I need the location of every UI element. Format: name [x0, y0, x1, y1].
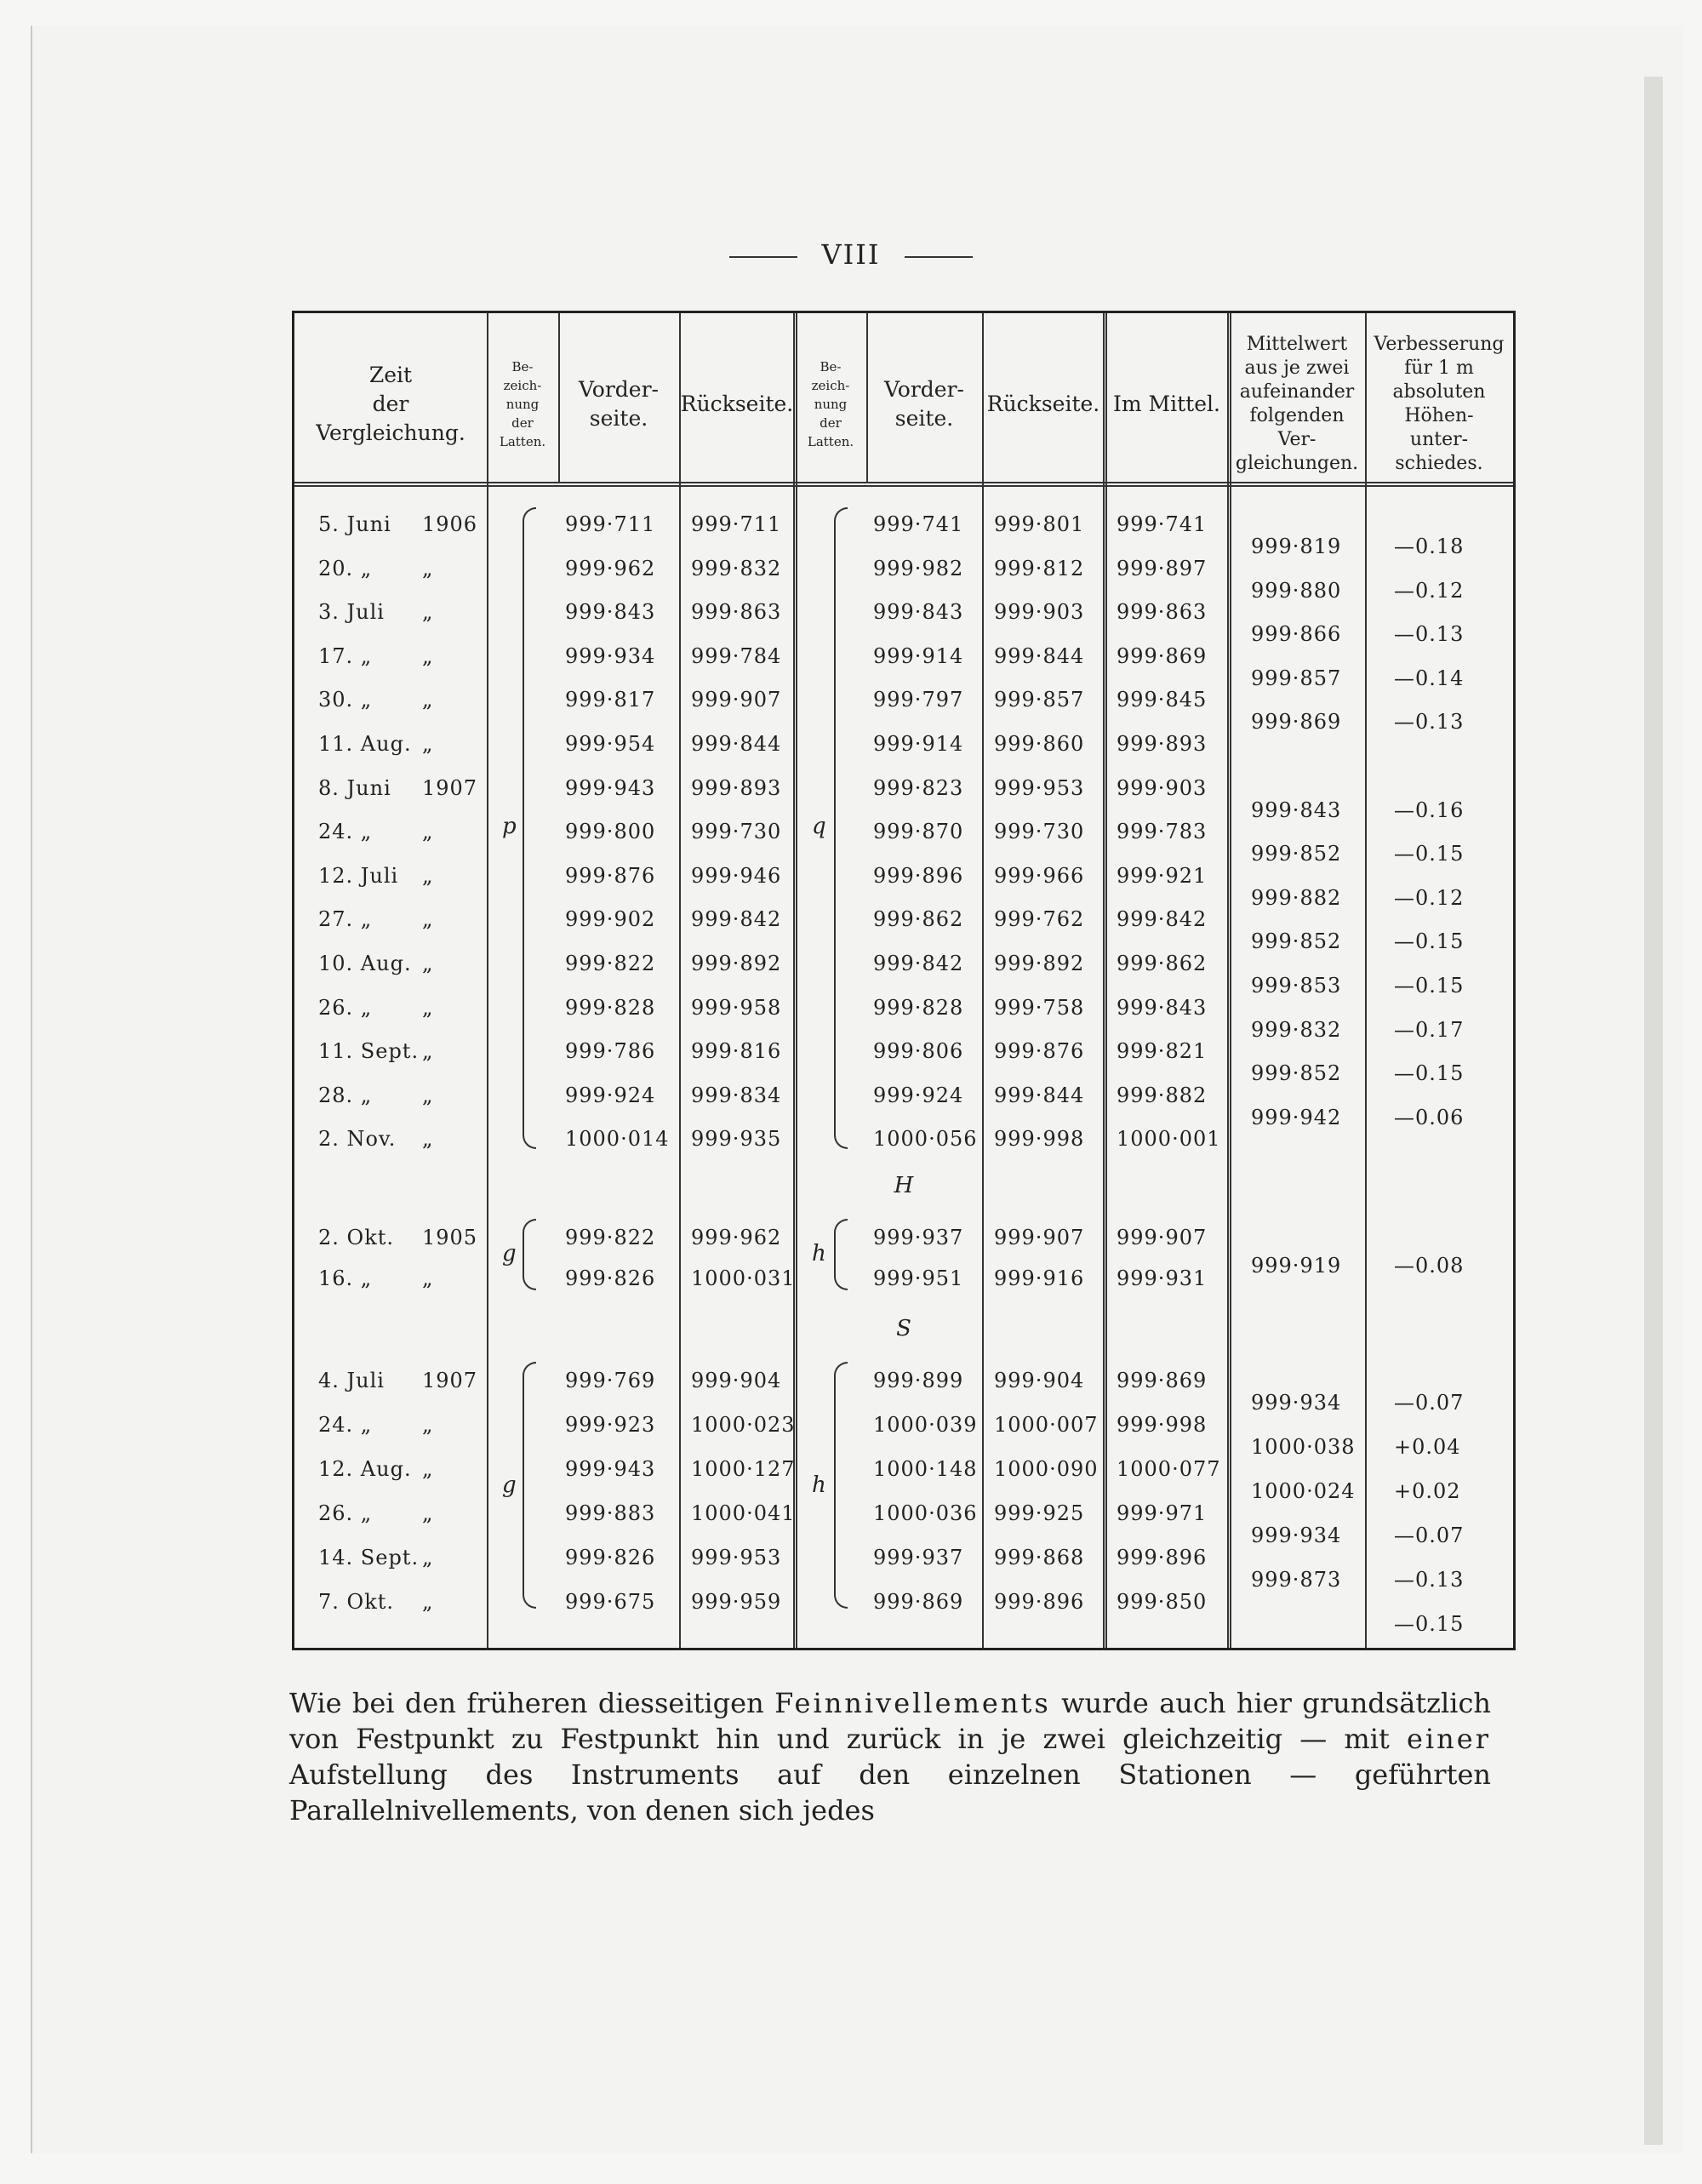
mittelwert-value: 999·873 — [1251, 1568, 1342, 1592]
cell-rr: 999·876 — [994, 1039, 1085, 1064]
cell-rv: 999·982 — [873, 556, 964, 580]
cell-day: 4. Juli — [318, 1369, 385, 1392]
mittelwert-value: 999·843 — [1251, 798, 1342, 822]
cell-rr: 999·896 — [994, 1590, 1085, 1614]
header-vorderseite-left — [558, 323, 679, 485]
header-rule-left — [729, 256, 797, 258]
header-line: Vorder- — [579, 377, 659, 402]
cell-rv: 999·937 — [873, 1226, 964, 1249]
header-line: nung — [814, 397, 848, 412]
header-im-mittel: Im Mittel. — [1113, 392, 1220, 416]
brace-left-section2 — [523, 1219, 536, 1290]
cell-rm: 999·842 — [1117, 907, 1208, 932]
cell-day: 12. Juli — [318, 863, 399, 888]
cell-rm: 999·869 — [1117, 643, 1208, 668]
header-line: der — [511, 415, 534, 431]
cell-rr: 999·812 — [994, 556, 1085, 580]
verbesserung-value: —0.13 — [1394, 622, 1465, 647]
cell-year: „ — [422, 1413, 434, 1437]
latte-label-h-s: h — [812, 1472, 826, 1498]
cell-rm: 999·821 — [1117, 1039, 1208, 1064]
verbesserung-value: —0.13 — [1394, 1568, 1465, 1592]
cell-rv: 1000·056 — [873, 1127, 978, 1152]
rule-col7 — [1103, 313, 1107, 1648]
cell-rr: 999·762 — [994, 907, 1085, 932]
cell-rm: 999·907 — [1117, 1226, 1208, 1249]
mittelwert-value: 999·853 — [1251, 974, 1342, 998]
cell-lr: 999·907 — [691, 688, 782, 712]
verbesserung-value: —0.13 — [1394, 710, 1465, 735]
section-label-h: H — [894, 1173, 914, 1198]
verbesserung-value: —0.07 — [1394, 1391, 1465, 1415]
header-line: seite. — [589, 406, 648, 431]
cell-lr: 999·711 — [691, 512, 782, 536]
cell-lr: 999·730 — [691, 820, 782, 844]
rule-col5 — [866, 313, 868, 482]
header-line: Vorder- — [884, 377, 964, 402]
latte-label-g-s: g — [502, 1472, 517, 1498]
cell-rv: 999·924 — [873, 1083, 964, 1107]
cell-rr: 999·730 — [994, 820, 1085, 844]
mittelwert-value: 999·869 — [1251, 710, 1342, 735]
verbesserung-value: —0.15 — [1394, 842, 1465, 866]
verbesserung-value: —0.18 — [1394, 535, 1465, 558]
cell-lv: 999·962 — [565, 556, 656, 580]
cell-lr: 999·832 — [691, 556, 782, 580]
header-rueckseite-right: Rückseite. — [986, 392, 1100, 416]
cell-rm: 999·862 — [1117, 952, 1208, 975]
header-line: folgenden — [1249, 405, 1345, 426]
cell-day: 16. „ — [318, 1266, 373, 1290]
cell-day: 14. Sept. — [318, 1546, 420, 1569]
cell-year: „ — [422, 732, 434, 756]
rule-col1 — [487, 313, 488, 1648]
mittelwert-value: 999·880 — [1251, 578, 1342, 603]
cell-day: 5. Juni — [318, 512, 391, 536]
cell-lv: 999·822 — [565, 1226, 656, 1249]
rule-col3 — [679, 313, 681, 1648]
cell-year: „ — [422, 1039, 434, 1064]
header-line: aufeinander — [1239, 381, 1355, 403]
header-bezeichnung-right — [795, 323, 866, 485]
cell-rv: 1000·039 — [873, 1413, 978, 1437]
cell-day: 11. Sept. — [318, 1039, 420, 1064]
cell-rv: 999·951 — [873, 1266, 964, 1290]
cell-day: 28. „ — [318, 1083, 373, 1107]
mittelwert-value: 999·852 — [1251, 1061, 1342, 1086]
cell-rm: 1000·001 — [1117, 1127, 1221, 1152]
cell-rr: 999·998 — [994, 1127, 1085, 1152]
header-vorderseite-right — [866, 323, 982, 485]
cell-rr: 999·758 — [994, 995, 1085, 1020]
cell-rr: 999·857 — [994, 688, 1085, 712]
cell-rv: 999·914 — [873, 732, 964, 756]
cell-rv: 999·899 — [873, 1369, 964, 1392]
cell-year: „ — [422, 1127, 434, 1152]
cell-year: „ — [422, 863, 434, 888]
comparison-table — [292, 311, 1516, 1650]
header-verbesserung — [1365, 323, 1513, 485]
section-2-verbesserung: —0.08 — [1394, 1254, 1465, 1278]
header-bezeichnung-left — [487, 323, 558, 485]
cell-day: 12. Aug. — [318, 1457, 412, 1481]
page-edge-shadow — [1644, 77, 1663, 2145]
cell-rr: 1000·007 — [994, 1413, 1099, 1437]
header-line: zeich- — [503, 378, 542, 393]
page-header — [0, 238, 1702, 271]
mittelwert-value: 1000·024 — [1251, 1479, 1356, 1503]
cell-rv: 999·741 — [873, 512, 964, 536]
cell-day: 20. „ — [318, 556, 373, 580]
cell-rr: 999·892 — [994, 952, 1085, 975]
cell-rm: 999·850 — [1117, 1590, 1208, 1614]
brace-left-section3 — [523, 1362, 536, 1609]
cell-rv: 999·828 — [873, 995, 964, 1020]
cell-lr: 999·784 — [691, 643, 782, 668]
cell-lv: 999·769 — [565, 1369, 656, 1392]
cell-year: „ — [422, 995, 434, 1020]
mittelwert-value: 999·866 — [1251, 622, 1342, 647]
mittelwert-value: 999·857 — [1251, 666, 1342, 690]
mittelwert-value: 999·852 — [1251, 842, 1342, 866]
cell-lr: 999·842 — [691, 907, 782, 932]
cell-lr: 999·962 — [691, 1226, 782, 1249]
cell-rm: 999·783 — [1117, 820, 1208, 844]
cell-rm: 999·921 — [1117, 863, 1208, 888]
header-mittelwert — [1229, 323, 1365, 485]
cell-rm: 999·863 — [1117, 600, 1208, 625]
cell-rr: 999·953 — [994, 775, 1085, 800]
header-line: zeich- — [811, 378, 850, 393]
cell-rr: 999·868 — [994, 1546, 1085, 1569]
mittelwert-value: 999·942 — [1251, 1105, 1342, 1129]
cell-rm: 999·843 — [1117, 995, 1208, 1020]
section-2-mittelwert: 999·919 — [1251, 1254, 1342, 1278]
latte-label-g-h: g — [502, 1241, 517, 1266]
cell-year: „ — [422, 556, 434, 580]
cell-rr: 999·904 — [994, 1369, 1085, 1392]
latte-label-p: p — [502, 814, 517, 839]
rule-col6 — [982, 313, 984, 1648]
header-line: nung — [505, 397, 540, 412]
cell-lr: 999·953 — [691, 1546, 782, 1569]
cell-lv: 999·817 — [565, 688, 656, 712]
cell-rv: 1000·148 — [873, 1457, 978, 1481]
cell-rv: 999·914 — [873, 643, 964, 668]
cell-lr: 999·904 — [691, 1369, 782, 1392]
brace-right-section3 — [834, 1362, 848, 1609]
header-line: Latten. — [807, 434, 854, 449]
cell-lr: 999·946 — [691, 863, 782, 888]
cell-lv: 999·943 — [565, 1457, 656, 1481]
cell-day: 8. Juni — [318, 775, 391, 800]
cell-lv: 999·883 — [565, 1501, 656, 1525]
cell-rv: 999·862 — [873, 907, 964, 932]
cell-year: 1907 — [422, 1369, 478, 1392]
cell-year: „ — [422, 1266, 434, 1290]
verbesserung-value: —0.06 — [1394, 1105, 1465, 1129]
mittelwert-value: 999·832 — [1251, 1017, 1342, 1042]
rule-col2 — [558, 313, 560, 482]
verbesserung-value: —0.07 — [1394, 1524, 1465, 1547]
cell-day: 2. Nov. — [318, 1127, 397, 1152]
cell-lv: 999·711 — [565, 512, 656, 536]
cell-rr: 999·925 — [994, 1501, 1085, 1525]
cell-rv: 1000·036 — [873, 1501, 978, 1525]
cell-rm: 999·893 — [1117, 732, 1208, 756]
header-line: unter- — [1409, 429, 1469, 450]
cell-rv: 999·870 — [873, 820, 964, 844]
cell-rv: 999·896 — [873, 863, 964, 888]
cell-lv: 999·902 — [565, 907, 656, 932]
mittelwert-value: 999·852 — [1251, 929, 1342, 954]
header-line: Be- — [511, 359, 534, 374]
brace-right-section2 — [834, 1219, 848, 1290]
cell-day: 10. Aug. — [318, 952, 412, 975]
verbesserung-value: —0.15 — [1394, 1612, 1465, 1636]
cell-rm: 999·903 — [1117, 775, 1208, 800]
cell-rm: 999·896 — [1117, 1546, 1208, 1569]
verbesserung-value: +0.04 — [1394, 1435, 1461, 1459]
cell-year: 1905 — [422, 1226, 478, 1249]
cell-rm: 999·971 — [1117, 1501, 1208, 1525]
verbesserung-value: —0.12 — [1394, 578, 1465, 603]
cell-lv: 999·786 — [565, 1039, 656, 1064]
mittelwert-value: 999·882 — [1251, 885, 1342, 910]
cell-day: 7. Okt. — [318, 1590, 395, 1614]
cell-lr: 1000·023 — [691, 1413, 796, 1437]
cell-lr: 999·816 — [691, 1039, 782, 1064]
cell-year: „ — [422, 952, 434, 975]
cell-rr: 999·860 — [994, 732, 1085, 756]
cell-day: 27. „ — [318, 907, 373, 932]
cell-year: „ — [422, 820, 434, 844]
cell-lv: 999·843 — [565, 600, 656, 625]
cell-rm: 999·931 — [1117, 1266, 1208, 1290]
cell-day: 24. „ — [318, 1413, 373, 1437]
latte-label-q: q — [812, 814, 826, 839]
cell-year: 1906 — [422, 512, 478, 536]
cell-rr: 999·916 — [994, 1266, 1085, 1290]
header-line: Zeit — [368, 363, 413, 387]
mittelwert-value: 1000·038 — [1251, 1435, 1356, 1459]
mittelwert-value: 999·934 — [1251, 1391, 1342, 1415]
cell-rm: 999·998 — [1117, 1413, 1208, 1437]
cell-year: „ — [422, 1546, 434, 1569]
cell-year: „ — [422, 1590, 434, 1614]
cell-lr: 999·844 — [691, 732, 782, 756]
header-separator — [294, 482, 1513, 487]
cell-lr: 999·893 — [691, 775, 782, 800]
cell-rr: 999·903 — [994, 600, 1085, 625]
cell-day: 3. Juli — [318, 600, 385, 625]
cell-lv: 999·924 — [565, 1083, 656, 1107]
header-line: Höhen- — [1404, 405, 1474, 426]
cell-rm: 1000·077 — [1117, 1457, 1221, 1481]
cell-year: 1907 — [422, 775, 478, 800]
cell-day: 2. Okt. — [318, 1226, 395, 1249]
cell-year: „ — [422, 1501, 434, 1525]
verbesserung-value: +0.02 — [1394, 1479, 1461, 1503]
cell-lv: 999·822 — [565, 952, 656, 975]
header-line: absoluten — [1392, 381, 1486, 403]
cell-rm: 999·845 — [1117, 688, 1208, 712]
cell-rm: 999·897 — [1117, 556, 1208, 580]
cell-lv: 999·675 — [565, 1590, 656, 1614]
cell-rv: 999·843 — [873, 600, 964, 625]
header-line: Verbesserung — [1374, 334, 1505, 355]
header-line: Latten. — [499, 434, 546, 449]
cell-lv: 1000·014 — [565, 1127, 670, 1152]
cell-rv: 999·842 — [873, 952, 964, 975]
cell-rm: 999·882 — [1117, 1083, 1208, 1107]
cell-lv: 999·800 — [565, 820, 656, 844]
cell-lr: 999·892 — [691, 952, 782, 975]
header-line: Mittelwert — [1246, 334, 1348, 355]
header-rule-right — [905, 256, 973, 258]
header-zeit — [294, 323, 487, 485]
header-line: gleichungen. — [1235, 453, 1359, 474]
cell-year: „ — [422, 643, 434, 668]
brace-right-section1 — [834, 507, 848, 1149]
cell-year: „ — [422, 907, 434, 932]
cell-day: 26. „ — [318, 1501, 373, 1525]
cell-rm: 999·741 — [1117, 512, 1208, 536]
verbesserung-value: —0.15 — [1394, 1061, 1465, 1086]
cell-day: 24. „ — [318, 820, 373, 844]
rule-col9 — [1365, 313, 1367, 1648]
cell-lr: 1000·031 — [691, 1266, 796, 1290]
cell-year: „ — [422, 600, 434, 625]
cell-lr: 999·834 — [691, 1083, 782, 1107]
verbesserung-value: —0.12 — [1394, 885, 1465, 910]
cell-rr: 999·907 — [994, 1226, 1085, 1249]
cell-day: 30. „ — [318, 688, 373, 712]
header-line: seite. — [894, 406, 954, 431]
cell-rv: 999·869 — [873, 1590, 964, 1614]
header-line: Be- — [820, 359, 842, 374]
header-line: der — [372, 392, 409, 416]
cell-lr: 1000·127 — [691, 1457, 796, 1481]
body-paragraph: Wie bei den früheren diesseitigen Feinnivellements wurde auch hier grundsätzlich von Festpunkt zu Festpunkt hin und zurück in je zwei gleichzeitig — mit einer Aufstellung des Instruments auf den einzelnen Stationen — geführten Parallelnivellements, von denen sich jedes — [289, 1687, 1492, 1827]
verbesserung-value: —0.16 — [1394, 798, 1465, 822]
cell-rv: 999·937 — [873, 1546, 964, 1569]
verbesserung-value: —0.14 — [1394, 666, 1465, 690]
cell-rr: 999·966 — [994, 863, 1085, 888]
cell-rr: 999·844 — [994, 1083, 1085, 1107]
rule-col8 — [1227, 313, 1231, 1648]
cell-lr: 999·935 — [691, 1127, 782, 1152]
verbesserung-value: —0.15 — [1394, 929, 1465, 954]
cell-lv: 999·954 — [565, 732, 656, 756]
mittelwert-value: 999·934 — [1251, 1524, 1342, 1547]
header-rueckseite-left: Rückseite. — [680, 392, 794, 416]
cell-rv: 999·806 — [873, 1039, 964, 1064]
cell-rv: 999·797 — [873, 688, 964, 712]
cell-lv: 999·828 — [565, 995, 656, 1020]
cell-lr: 999·958 — [691, 995, 782, 1020]
verbesserung-value: —0.15 — [1394, 974, 1465, 998]
header-line: Ver- — [1277, 429, 1316, 450]
mittelwert-value: 999·819 — [1251, 535, 1342, 558]
cell-lv: 999·876 — [565, 863, 656, 888]
header-line: für 1 m — [1404, 357, 1474, 379]
cell-rr: 999·801 — [994, 512, 1085, 536]
brace-left-section1 — [523, 507, 536, 1149]
cell-lv: 999·826 — [565, 1546, 656, 1569]
cell-day: 26. „ — [318, 995, 373, 1020]
cell-lr: 999·863 — [691, 600, 782, 625]
cell-rr: 999·844 — [994, 643, 1085, 668]
header-line: Vergleichung. — [316, 420, 465, 445]
cell-year: „ — [422, 1083, 434, 1107]
page-number: VIII — [821, 238, 881, 271]
cell-rv: 999·823 — [873, 775, 964, 800]
cell-lr: 999·959 — [691, 1590, 782, 1614]
cell-day: 11. Aug. — [318, 732, 412, 756]
cell-lv: 999·943 — [565, 775, 656, 800]
verbesserung-value: —0.17 — [1394, 1017, 1465, 1042]
header-line: schiedes. — [1395, 453, 1483, 474]
section-label-s: S — [896, 1316, 911, 1341]
cell-lr: 1000·041 — [691, 1501, 796, 1525]
cell-lv: 999·923 — [565, 1413, 656, 1437]
cell-rm: 999·869 — [1117, 1369, 1208, 1392]
cell-day: 17. „ — [318, 643, 373, 668]
cell-lv: 999·826 — [565, 1266, 656, 1290]
header-line: aus je zwei — [1244, 357, 1350, 379]
cell-year: „ — [422, 688, 434, 712]
cell-lv: 999·934 — [565, 643, 656, 668]
cell-year: „ — [422, 1457, 434, 1481]
latte-label-h-h: h — [812, 1241, 826, 1266]
cell-rr: 1000·090 — [994, 1457, 1099, 1481]
header-line: der — [820, 415, 842, 431]
